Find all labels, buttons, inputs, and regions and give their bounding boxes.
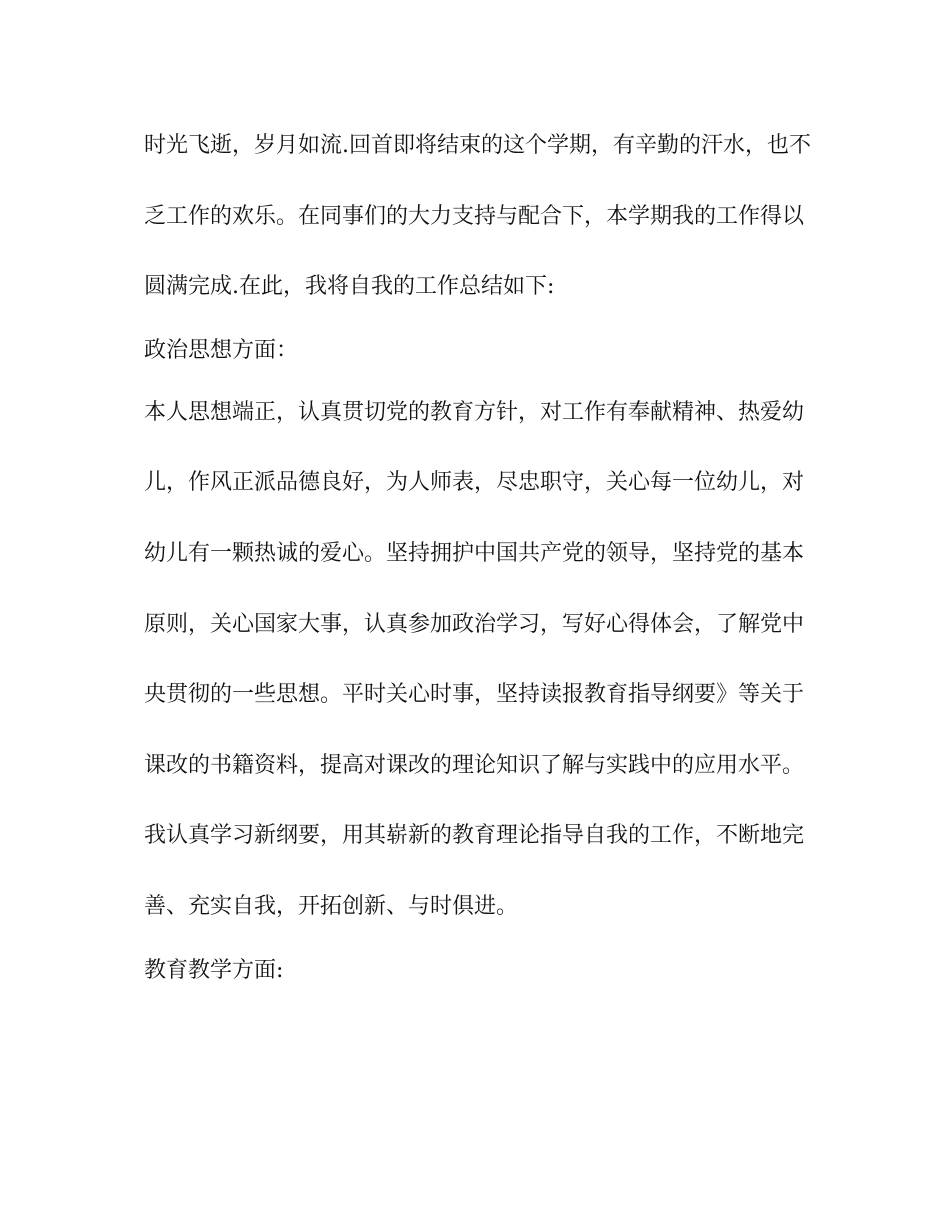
politics-line-6: 课改的书籍资料，提高对课改的理论知识了解与实践中的应用水平。 <box>144 753 805 778</box>
intro-line-2: 乏工作的欢乐。在同事们的大力支持与配合下，本学期我的工作得以 <box>144 204 805 229</box>
politics-line-5: 央贯彻的一些思想。平时关心时事，坚持读报教育指导纲要》等关于 <box>144 682 805 707</box>
section-heading-politics: 政治思想方面： <box>144 338 299 363</box>
intro-line-1: 时光飞逝，岁月如流.回首即将结束的这个学期，有辛勤的汗水，也不 <box>144 133 811 158</box>
politics-line-1: 本人思想端正，认真贯切党的教育方针，对工作有奉献精神、热爱幼 <box>144 400 805 425</box>
politics-line-2: 儿，作风正派品德良好，为人师表，尽忠职守，关心每一位幼儿，对 <box>144 470 805 495</box>
section-heading-teaching: 教育教学方面: <box>144 958 284 983</box>
politics-line-8: 善、充实自我，开拓创新、与时俱进。 <box>144 894 519 919</box>
intro-line-3: 圆满完成.在此，我将自我的工作总结如下: <box>144 274 555 299</box>
politics-line-7: 我认真学习新纲要，用其崭新的教育理论指导自我的工作，不断地完 <box>144 823 805 848</box>
politics-line-3: 幼儿有一颗热诚的爱心。坚持拥护中国共产党的领导，坚持党的基本 <box>144 541 805 566</box>
politics-line-4: 原则，关心国家大事，认真参加政治学习，写好心得体会，了解党中 <box>144 612 805 637</box>
